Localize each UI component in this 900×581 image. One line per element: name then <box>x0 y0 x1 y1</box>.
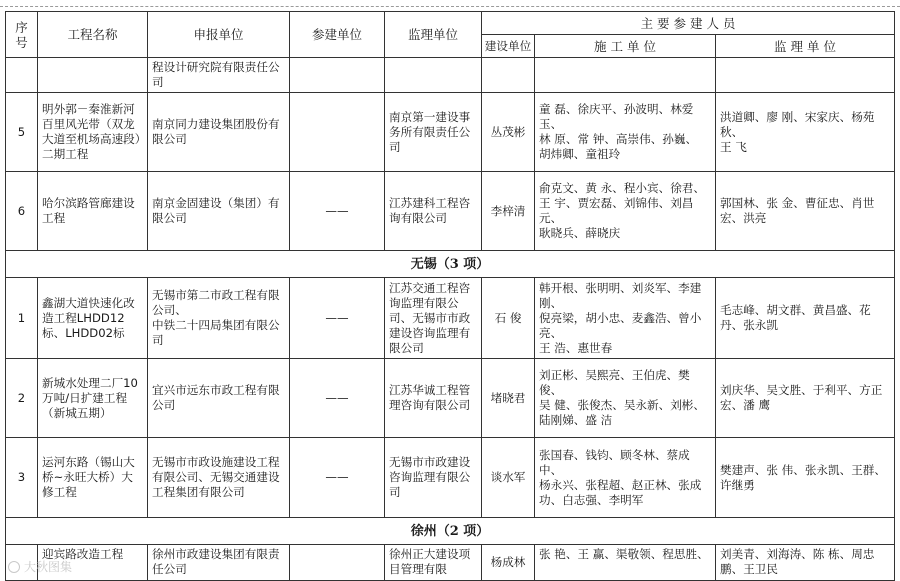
row-supervisors: 刘庆华、吴文胜、于利平、方正宏、潘 鹰 <box>716 359 895 438</box>
row-supervisor: 江苏华诚工程管理咨询有限公司 <box>385 359 482 438</box>
header-row-1 <box>6 12 895 35</box>
region-header-xuzhou <box>6 518 895 545</box>
row-supervisor: 无锡市市政建设咨询监理有限公司 <box>385 438 482 518</box>
row-no: 2 <box>6 359 38 438</box>
col-project-header: 工程名称 <box>38 12 148 58</box>
row-supervisors: 毛志峰、胡文群、黄昌盛、花丹、张永凯 <box>716 278 895 359</box>
row-builders: 韩开根、张明明、刘炎军、李建刚、 倪亮梁，胡小忠、麦鑫浩、曾小亮、 王 浩、惠世春 <box>535 278 716 359</box>
row-builders: 张国春、钱钧、顾冬林、蔡成中、 杨永兴、张程超、赵正林、张成功、白志强、李明军 <box>535 438 716 518</box>
row-owner-person: 石 俊 <box>482 278 535 359</box>
row-builders: 刘正彬、吴熙亮、王伯虎、樊俊、 吴 健、张俊杰、吴永新、刘彬、 陆刚娣、盛 洁 <box>535 359 716 438</box>
row-applicant: 程设计研究院有限责任公司 <box>148 58 290 93</box>
row-supervisor: 徐州正大建设项目管理有限 <box>385 545 482 581</box>
row-owner-person: 谈水军 <box>482 438 535 518</box>
row-owner-person: 丛茂彬 <box>482 93 535 172</box>
row-applicant: 南京金固建设（集团）有限公司 <box>148 172 290 251</box>
col-applicant-header: 申报单位 <box>148 12 290 58</box>
table-row <box>6 438 895 518</box>
row-owner-person: 李梓清 <box>482 172 535 251</box>
table-row <box>6 58 895 93</box>
row-builders <box>535 58 716 93</box>
row-project: 运河东路（锡山大桥~永旺大桥）大修工程 <box>38 438 148 518</box>
personnel-group-header: 主 要 参 建 人 员 <box>482 12 895 35</box>
row-builders: 张 艳、王 赢、渠敬领、程思胜、 <box>535 545 716 581</box>
table-row <box>6 278 895 359</box>
row-project: 迎宾路改造工程 <box>38 545 148 581</box>
table-row <box>6 545 895 581</box>
watermark-text: 大秋图集 <box>24 560 73 574</box>
region-title: 徐州（2 项） <box>6 518 895 545</box>
row-supervisors: 樊建声、张 伟、张永凯、王群、许继勇 <box>716 438 895 518</box>
col-supervision-header: 监 理 单 位 <box>716 35 895 58</box>
row-owner-person: 杨成林 <box>482 545 535 581</box>
row-participant <box>290 58 385 93</box>
row-participant: —— <box>290 172 385 251</box>
row-applicant: 徐州市政建设集团有限责任公司 <box>148 545 290 581</box>
page-top-rule <box>0 6 900 7</box>
row-project: 明外郭－秦淮新河百里风光带（双龙大道至机场高速段）二期工程 <box>38 93 148 172</box>
watermark-logo-icon <box>8 561 20 573</box>
col-no-header: 序号 <box>6 12 38 58</box>
row-participant <box>290 93 385 172</box>
table-row <box>6 93 895 172</box>
row-project: 鑫湖大道快速化改造工程LHDD12标、LHDD02标 <box>38 278 148 359</box>
row-owner-person: 堵晓君 <box>482 359 535 438</box>
row-applicant: 宜兴市远东市政工程有限公司 <box>148 359 290 438</box>
region-title: 无锡（3 项） <box>6 251 895 278</box>
row-supervisor: 南京第一建设事务所有限责任公司 <box>385 93 482 172</box>
row-no: 6 <box>6 172 38 251</box>
row-supervisor: 江苏交通工程咨询监理有限公司、无锡市市政建设咨询监理有限公司 <box>385 278 482 359</box>
table-row <box>6 359 895 438</box>
row-supervisors: 刘美青、刘海涛、陈 栋、周忠鹏、王卫民 <box>716 545 895 581</box>
row-supervisors: 郭国林、张 金、曹征忠、肖世宏、洪亮 <box>716 172 895 251</box>
row-builders: 童 磊、徐庆平、孙波明、林爱玉、 林 原、常 钟、高崇伟、孙巍、 胡炜卿、童祖玲 <box>535 93 716 172</box>
row-participant <box>290 545 385 581</box>
row-no: 1 <box>6 278 38 359</box>
row-supervisor: 江苏建科工程咨询有限公司 <box>385 172 482 251</box>
col-participant-header: 参建单位 <box>290 12 385 58</box>
row-supervisor <box>385 58 482 93</box>
row-participant: —— <box>290 278 385 359</box>
col-owner-header: 建设单位 <box>482 35 535 58</box>
row-no: 5 <box>6 93 38 172</box>
row-supervisors <box>716 58 895 93</box>
row-applicant: 南京同力建设集团股份有限公司 <box>148 93 290 172</box>
col-supervisor-header: 监理单位 <box>385 12 482 58</box>
row-no <box>6 58 38 93</box>
awards-table <box>5 11 895 581</box>
table-row <box>6 172 895 251</box>
row-builders: 俞克文、黄 永、程小宾、徐君、 王 宇、贾宏磊、刘锦伟、刘昌元、 耿晓兵、薛晓庆 <box>535 172 716 251</box>
col-builder-header: 施 工 单 位 <box>535 35 716 58</box>
row-applicant: 无锡市第二市政工程有限公司、 中铁二十四局集团有限公司 <box>148 278 290 359</box>
row-supervisors: 洪道卿、廖 刚、宋家庆、杨苑秋、 王 飞 <box>716 93 895 172</box>
row-owner-person <box>482 58 535 93</box>
row-participant: —— <box>290 438 385 518</box>
region-header-wuxi <box>6 251 895 278</box>
row-applicant: 无锡市市政设施建设工程有限公司、无锡交通建设工程集团有限公司 <box>148 438 290 518</box>
row-no: 3 <box>6 438 38 518</box>
row-participant: —— <box>290 359 385 438</box>
row-project: 哈尔滨路管廊建设工程 <box>38 172 148 251</box>
row-project: 新城水处理二厂10万吨/日扩建工程（新城五期） <box>38 359 148 438</box>
row-project <box>38 58 148 93</box>
watermark <box>8 558 72 575</box>
